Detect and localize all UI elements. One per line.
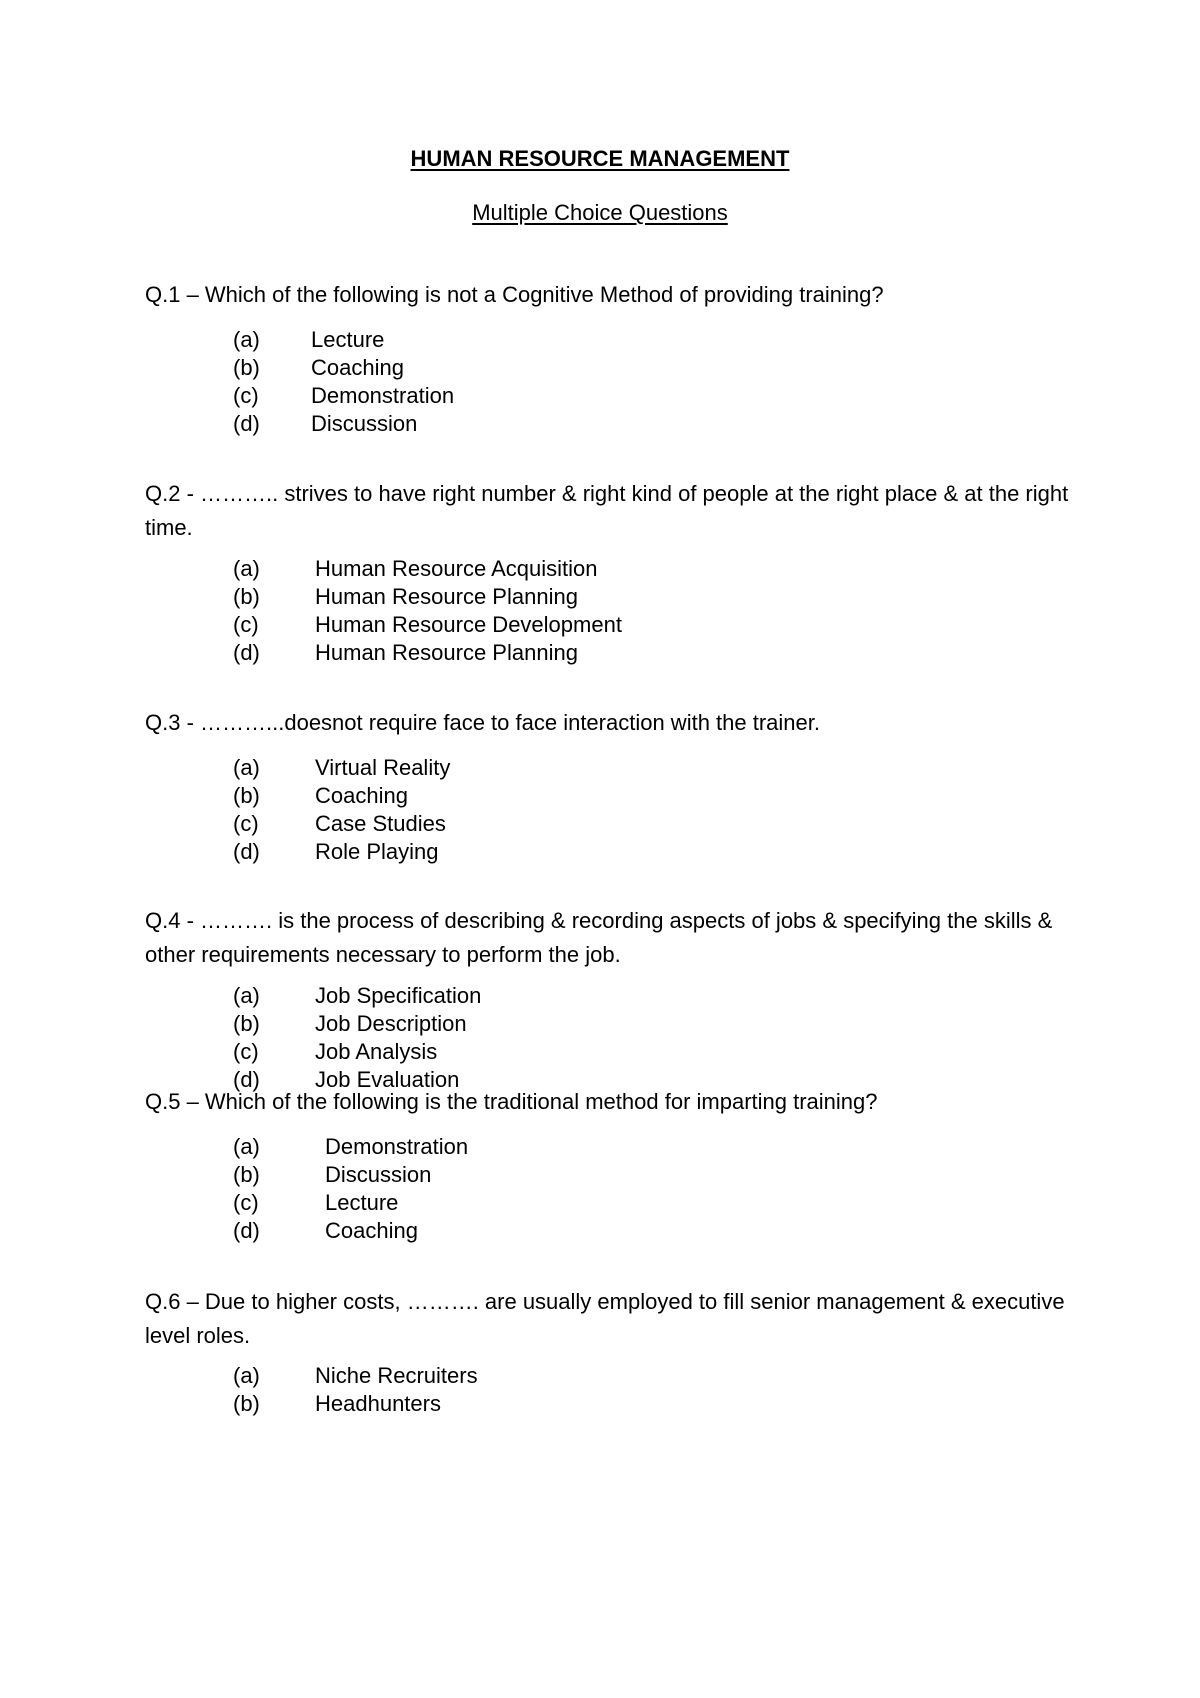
option-letter: (a) bbox=[233, 1134, 260, 1159]
option-text: Coaching bbox=[325, 1218, 418, 1243]
question-2-text: Q.2 - ……….. strives to have right number & right kind of people at the right place & at the right time. bbox=[145, 481, 1069, 540]
question-3-options bbox=[233, 754, 450, 866]
option-text: Niche Recruiters bbox=[315, 1363, 478, 1388]
option-text: Job Specification bbox=[315, 983, 482, 1008]
option-item bbox=[233, 838, 450, 866]
option-text: Headhunters bbox=[315, 1391, 441, 1416]
question-5-text: Q.5 – Which of the following is the traditional method for imparting training? bbox=[145, 1089, 878, 1114]
option-letter: (d) bbox=[233, 1067, 260, 1092]
option-letter: (d) bbox=[233, 640, 260, 665]
page-title: HUMAN RESOURCE MANAGEMENT bbox=[410, 146, 790, 171]
option-item bbox=[233, 639, 622, 667]
option-item bbox=[233, 611, 622, 639]
option-text: Job Description bbox=[315, 1011, 467, 1036]
option-letter: (a) bbox=[233, 983, 260, 1008]
option-letter: (b) bbox=[233, 584, 260, 609]
option-text: Demonstration bbox=[311, 383, 455, 408]
option-letter: (c) bbox=[233, 612, 259, 637]
question-4-options bbox=[233, 982, 481, 1094]
option-letter: (c) bbox=[233, 811, 259, 836]
option-item bbox=[233, 1189, 468, 1217]
page-subtitle: Multiple Choice Questions bbox=[472, 200, 728, 225]
option-text: Case Studies bbox=[315, 811, 446, 836]
option-text: Role Playing bbox=[315, 839, 439, 864]
option-text: Job Evaluation bbox=[315, 1067, 460, 1092]
option-item bbox=[233, 354, 454, 382]
option-letter: (b) bbox=[233, 1391, 260, 1416]
option-text: Human Resource Development bbox=[315, 612, 622, 637]
option-letter: (a) bbox=[233, 1363, 260, 1388]
option-item bbox=[233, 1010, 481, 1038]
option-item bbox=[233, 555, 622, 583]
option-text: Human Resource Planning bbox=[315, 640, 578, 665]
option-item bbox=[233, 410, 454, 438]
option-letter: (a) bbox=[233, 327, 260, 352]
option-letter: (b) bbox=[233, 1011, 260, 1036]
question-6-options bbox=[233, 1362, 478, 1418]
option-item bbox=[233, 1133, 468, 1161]
option-letter: (b) bbox=[233, 355, 260, 380]
option-item bbox=[233, 1161, 468, 1189]
option-item bbox=[233, 1038, 481, 1066]
option-letter: (a) bbox=[233, 556, 260, 581]
question-5-options bbox=[233, 1133, 468, 1245]
option-text: Discussion bbox=[311, 411, 418, 436]
question-1-text: Q.1 – Which of the following is not a Cognitive Method of providing training? bbox=[145, 282, 884, 307]
option-text: Job Analysis bbox=[315, 1039, 438, 1064]
option-text: Human Resource Acquisition bbox=[315, 556, 598, 581]
option-letter: (c) bbox=[233, 1039, 259, 1064]
option-item bbox=[233, 1217, 468, 1245]
option-letter: (c) bbox=[233, 1190, 259, 1215]
option-letter: (d) bbox=[233, 839, 260, 864]
option-item bbox=[233, 326, 454, 354]
option-letter: (b) bbox=[233, 783, 260, 808]
question-2-options bbox=[233, 555, 622, 667]
option-text: Coaching bbox=[315, 783, 408, 808]
option-item bbox=[233, 810, 450, 838]
option-letter: (b) bbox=[233, 1162, 260, 1187]
option-text: Virtual Reality bbox=[315, 755, 451, 780]
question-6-text: Q.6 – Due to higher costs, ………. are usually employed to fill senior management & executive level roles. bbox=[145, 1289, 1065, 1348]
option-text: Human Resource Planning bbox=[315, 584, 578, 609]
question-3-text: Q.3 - ………...doesnot require face to face interaction with the trainer. bbox=[145, 710, 820, 735]
option-text: Demonstration bbox=[325, 1134, 469, 1159]
option-item bbox=[233, 1362, 478, 1390]
question-4-text: Q.4 - ………. is the process of describing & recording aspects of jobs & specifying the skills & other requirements necessary to perform the job. bbox=[145, 908, 1053, 967]
option-item bbox=[233, 754, 450, 782]
option-item bbox=[233, 583, 622, 611]
option-letter: (d) bbox=[233, 411, 260, 436]
option-item bbox=[233, 382, 454, 410]
option-letter: (d) bbox=[233, 1218, 260, 1243]
option-item bbox=[233, 782, 450, 810]
option-letter: (c) bbox=[233, 383, 259, 408]
option-item bbox=[233, 1390, 478, 1418]
option-letter: (a) bbox=[233, 755, 260, 780]
option-text: Lecture bbox=[311, 327, 385, 352]
question-1-options bbox=[233, 326, 454, 438]
option-text: Discussion bbox=[325, 1162, 432, 1187]
option-text: Coaching bbox=[311, 355, 404, 380]
option-text: Lecture bbox=[325, 1190, 399, 1215]
option-item bbox=[233, 982, 481, 1010]
